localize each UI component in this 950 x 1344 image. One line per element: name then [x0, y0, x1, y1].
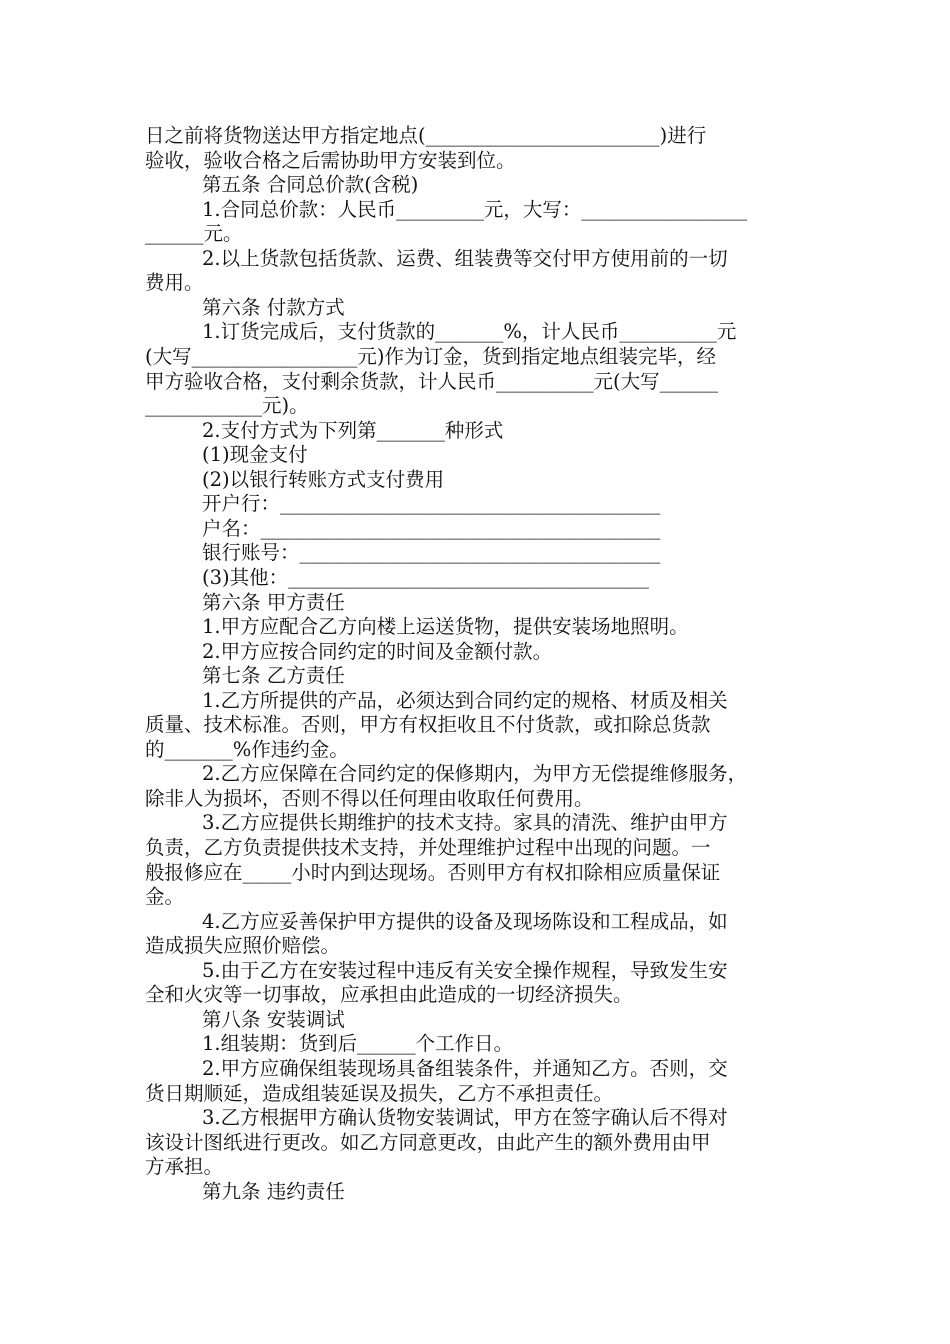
text-line: 金。: [145, 885, 185, 909]
text-line: 第八条 安装调试: [202, 1007, 345, 1031]
text-line: 般报修应在_____小时内到达现场。否则甲方有权扣除相应质量保证: [145, 860, 721, 884]
text-line: 1.订货完成后，支付货款的_______%，计人民币__________元: [202, 320, 737, 344]
text-line: 3.乙方根据甲方确认货物安装调试，甲方在签字确认后不得对: [202, 1106, 728, 1129]
text-line: (3)其他：_____________________________________: [202, 565, 649, 589]
text-line: 2.以上货款包括货款、运费、组装费等交付甲方使用前的一切: [202, 246, 728, 270]
text-line: 4.乙方应妥善保护甲方提供的设备及现场陈设和工程成品，如: [202, 909, 728, 933]
text-line: 验收，验收合格之后需协助甲方安装到位。: [145, 148, 516, 172]
text-line: 第六条 甲方责任: [202, 590, 345, 614]
text-line: (2)以银行转账方式支付费用: [202, 467, 445, 491]
text-line: 1.甲方应配合乙方向楼上运送货物，提供安装场地照明。: [202, 615, 689, 638]
text-line: 户名：_________________________________________: [202, 516, 661, 540]
text-line: 质量、技术标准。否则，甲方有权拒收且不付货款，或扣除总货款: [145, 713, 711, 737]
text-line: 日之前将货物送达甲方指定地点(________________________)进行: [145, 124, 707, 147]
text-line: 甲方验收合格，支付剩余货款，计人民币__________元(大写______: [145, 369, 719, 393]
text-line: 银行账号：_____________________________________: [202, 541, 661, 565]
text-line: 开户行：_______________________________________: [202, 492, 661, 516]
text-line: 全和火灾等一切事故，应承担由此造成的一切经济损失。: [145, 983, 633, 1007]
text-line: 1.乙方所提供的产品，必须达到合同约定的规格、材质及相关: [202, 688, 728, 712]
text-line: 方承担。: [145, 1155, 224, 1179]
text-line: 货日期顺延，造成组装延误及损失，乙方不承担责任。: [145, 1081, 614, 1105]
text-line: (1)现金支付: [202, 443, 308, 467]
text-line: (大写_________________元)作为订金，货到指定地点组装完毕，经: [145, 345, 716, 368]
text-line: 除非人为损坏，否则不得以任何理由收取任何费用。: [145, 786, 594, 810]
text-line: 负责，乙方负责提供技术支持，并处理维护过程中出现的问题。一: [145, 836, 711, 859]
text-line: ____________元)。: [145, 394, 309, 418]
text-line: 造成损失应照价赔偿。: [145, 934, 341, 958]
text-line: 费用。: [145, 271, 204, 295]
text-line: 1.组装期：货到后______个工作日。: [202, 1032, 514, 1056]
text-line: 该设计图纸进行更改。如乙方同意更改，由此产生的额外费用由甲: [145, 1130, 711, 1154]
text-line: 的_______%作违约金。: [145, 737, 349, 761]
text-line: 第七条 乙方责任: [202, 664, 345, 688]
text-line: 5.由于乙方在安装过程中违反有关安全操作规程，导致发生安: [202, 958, 728, 982]
text-line: 第九条 违约责任: [202, 1179, 345, 1203]
text-line: 2.甲方应按合同约定的时间及金额付款。: [202, 639, 553, 663]
text-line: 第五条 合同总价款(含税): [202, 173, 419, 197]
text-line: 2.甲方应确保组装现场具备组装条件，并通知乙方。否则，交: [202, 1056, 728, 1080]
text-line: 2.支付方式为下列第_______种形式: [202, 418, 504, 442]
text-line: 2.乙方应保障在合同约定的保修期内，为甲方无偿提维修服务，: [202, 762, 748, 786]
text-line: ______元。: [145, 222, 243, 246]
text-line: 3.乙方应提供长期维护的技术支持。家具的清洗、维护由甲方: [202, 811, 728, 835]
text-line: 第六条 付款方式: [202, 295, 345, 319]
text-line: 1.合同总价款：人民币_________元，大写：_________________: [202, 197, 748, 221]
